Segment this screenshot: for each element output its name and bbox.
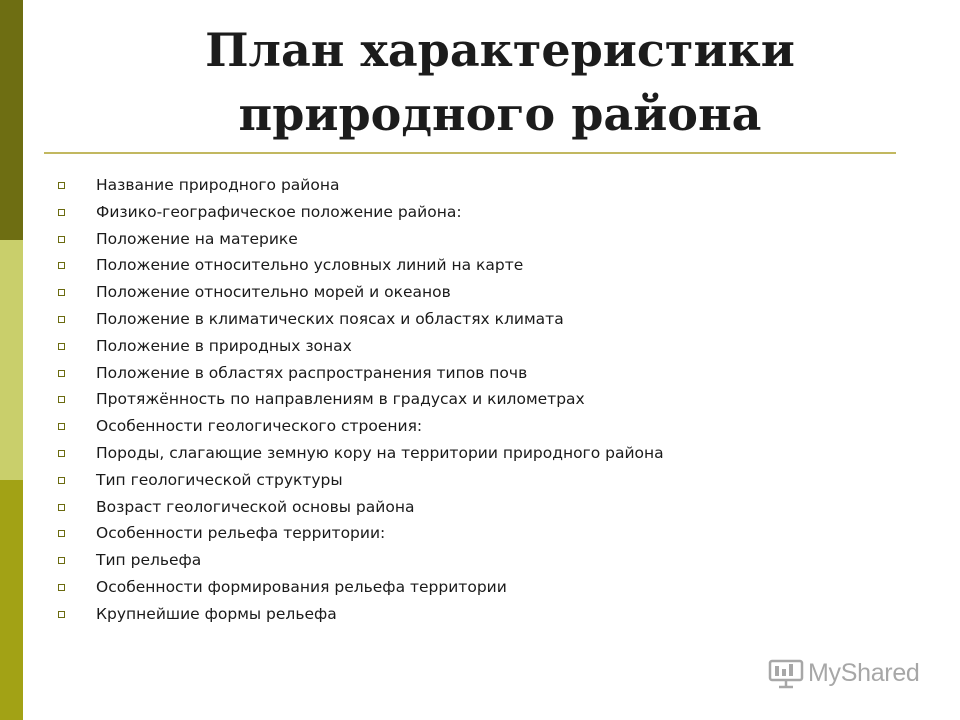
myshared-watermark: [768, 656, 920, 690]
slide-title-line: природного района: [238, 87, 762, 141]
slide-title: [40, 18, 960, 146]
list-item-text: Положение в природных зонах: [96, 336, 352, 355]
list-item: [58, 386, 938, 413]
list-item: [58, 494, 938, 521]
bullet-list: [58, 172, 938, 628]
square-bullet-icon: [58, 396, 65, 403]
square-bullet-icon: [58, 316, 65, 323]
square-bullet-icon: [58, 530, 65, 537]
list-item: [58, 413, 938, 440]
square-bullet-icon: [58, 584, 65, 591]
square-bullet-icon: [58, 423, 65, 430]
watermark-text: MyShared: [808, 658, 920, 687]
square-bullet-icon: [58, 262, 65, 269]
square-bullet-icon: [58, 450, 65, 457]
list-item: [58, 601, 938, 628]
list-item-text: Тип геологической структуры: [96, 470, 343, 489]
list-item-text: Протяжённость по направлениям в градусах и километрах: [96, 390, 585, 409]
list-item: [58, 360, 938, 387]
side-stripe-top: [0, 0, 23, 240]
square-bullet-icon: [58, 477, 65, 484]
list-item-text: Положение в климатических поясах и областях климата: [96, 309, 564, 328]
list-item: [58, 333, 938, 360]
square-bullet-icon: [58, 209, 65, 216]
list-item: [58, 467, 938, 494]
square-bullet-icon: [58, 343, 65, 350]
list-item: [58, 306, 938, 333]
list-item-text: Возраст геологической основы района: [96, 497, 415, 516]
square-bullet-icon: [58, 182, 65, 189]
square-bullet-icon: [58, 611, 65, 618]
list-item-text: Положение в областях распространения типов почв: [96, 363, 528, 382]
square-bullet-icon: [58, 370, 65, 377]
list-item: [58, 252, 938, 279]
list-item: [58, 172, 938, 199]
square-bullet-icon: [58, 557, 65, 564]
list-item-text: Тип рельефа: [96, 551, 202, 570]
list-item-text: Особенности формирования рельефа территории: [96, 577, 507, 596]
square-bullet-icon: [58, 504, 65, 511]
list-item-text: Физико-географическое положение района:: [96, 202, 462, 221]
list-item: [58, 226, 938, 253]
list-item-text: Крупнейшие формы рельефа: [96, 604, 337, 623]
list-item: [58, 547, 938, 574]
presentation-board-icon: [768, 657, 804, 689]
side-stripe-middle: [0, 240, 23, 480]
list-item: [58, 279, 938, 306]
slide-title-line: План характеристики: [205, 23, 795, 77]
list-item-text: Особенности рельефа территории:: [96, 524, 386, 543]
list-item-text: Положение относительно морей и океанов: [96, 283, 451, 302]
list-item: [58, 520, 938, 547]
list-item-text: Особенности геологического строения:: [96, 417, 423, 436]
title-divider: [44, 152, 896, 154]
list-item-text: Положение на материке: [96, 229, 298, 248]
list-item-text: Положение относительно условных линий на карте: [96, 256, 524, 275]
square-bullet-icon: [58, 236, 65, 243]
square-bullet-icon: [58, 289, 65, 296]
list-item: [58, 440, 938, 467]
side-stripe-bottom: [0, 480, 23, 720]
list-item-text: Название природного района: [96, 176, 340, 194]
list-item: [58, 199, 938, 226]
list-item: [58, 574, 938, 601]
list-item-text: Породы, слагающие земную кору на территории природного района: [96, 443, 664, 462]
